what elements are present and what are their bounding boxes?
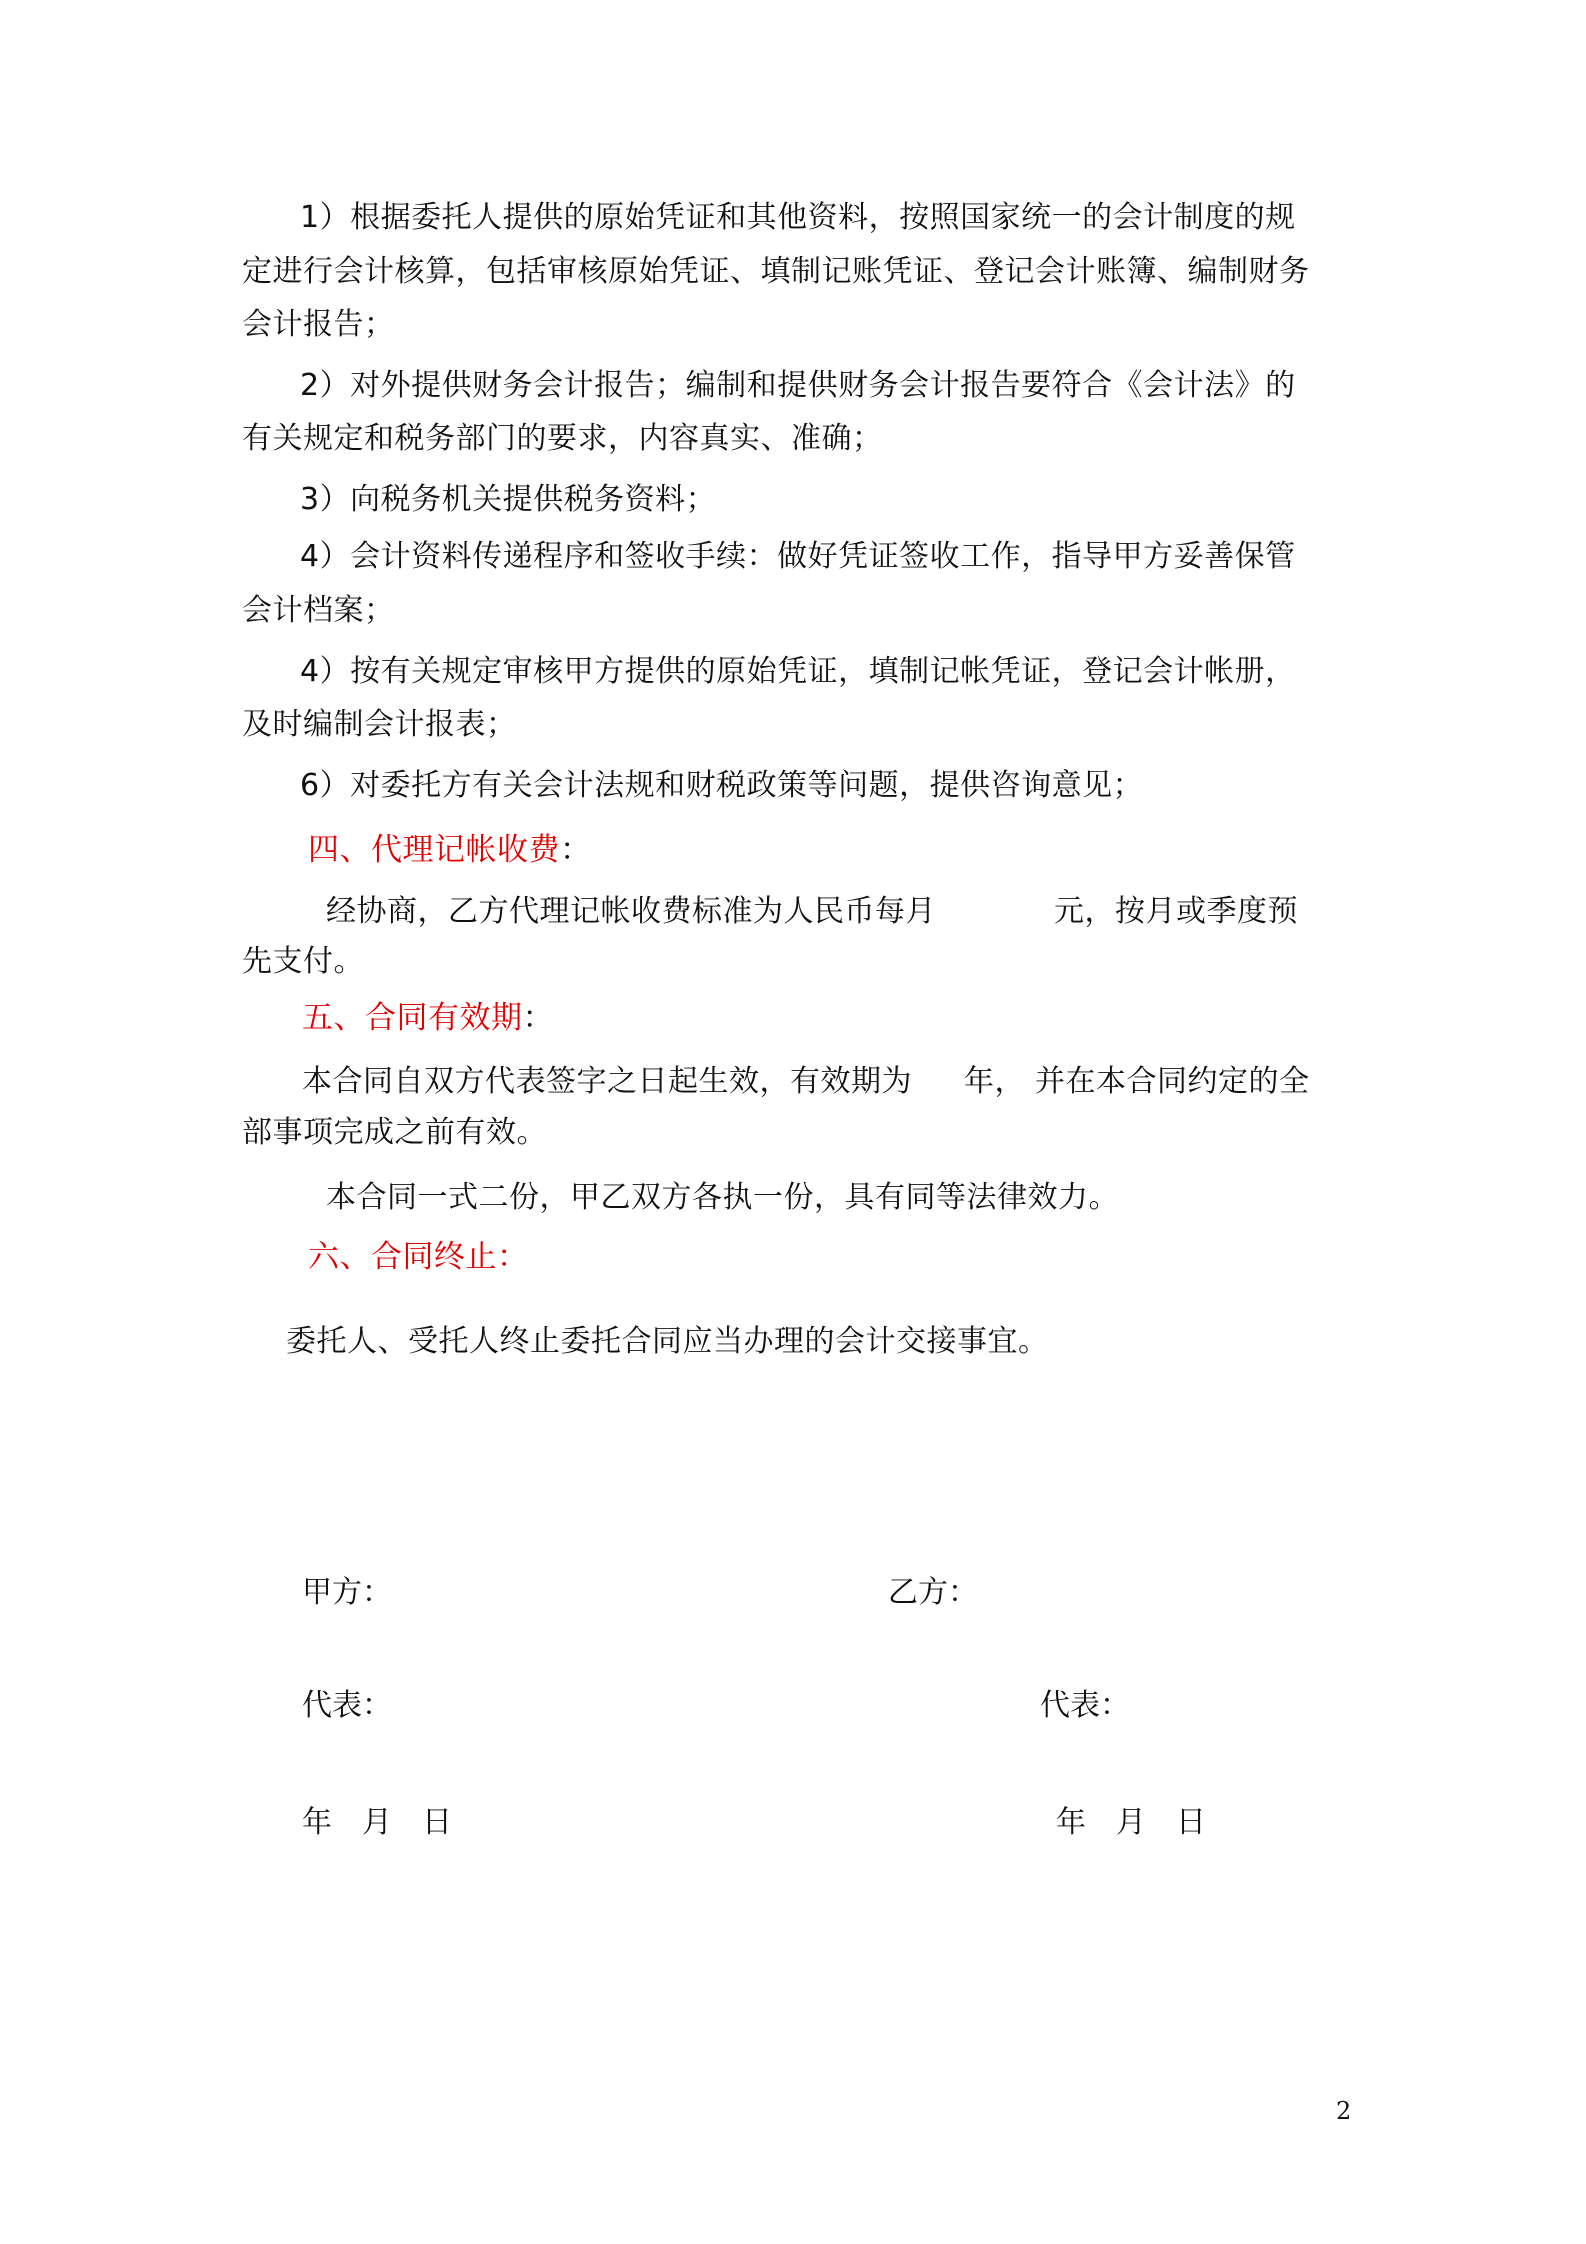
item-2-line-1: 2）对外提供财务会计报告；编制和提供财务会计报告要符合《会计法》的 xyxy=(300,368,1296,403)
item-4-line-2: 会计档案； xyxy=(242,593,395,628)
date-a-day: 日 xyxy=(422,1805,452,1840)
item-1-line-1: 1）根据委托人提供的原始凭证和其他资料，按照国家统一的会计制度的规 xyxy=(300,200,1296,235)
item-1-line-3: 会计报告； xyxy=(242,307,395,342)
section-4-heading-colon: ： xyxy=(560,832,592,868)
date-b-year: 年 xyxy=(1056,1805,1086,1840)
party-a-label: 甲方： xyxy=(302,1575,392,1610)
section-5-validity-line xyxy=(302,1062,1310,1102)
fee-text-a: 经协商，乙方代理记帐收费标准为人民币每月 xyxy=(326,894,936,929)
item-6-line-1: 6）对委托方有关会计法规和财税政策等问题，提供咨询意见； xyxy=(300,768,1144,803)
section-5-heading-colon: ： xyxy=(522,1000,554,1036)
item-3-line-1: 3）向税务机关提供税务资料； xyxy=(300,482,717,517)
section-4-heading-text: 四、代理记帐收费 xyxy=(308,832,560,868)
section-5-heading-text: 五、合同有效期 xyxy=(302,1000,523,1036)
item-5-line-1: 4）按有关规定审核甲方提供的原始凭证，填制记帐凭证，登记会计帐册， xyxy=(300,654,1296,689)
representative-a-label: 代表： xyxy=(302,1688,392,1723)
fee-text-b: 元，按月或季度预 xyxy=(1054,894,1298,929)
validity-text-a: 本合同自双方代表签字之日起生效，有效期为 xyxy=(302,1064,912,1099)
section-5-heading xyxy=(302,998,554,1038)
item-1-line-2: 定进行会计核算，包括审核原始凭证、填制记账凭证、登记会计账簿、编制财务 xyxy=(242,254,1310,289)
item-2-line-2: 有关规定和税务部门的要求，内容真实、准确； xyxy=(242,421,883,456)
section-5-validity-line-2: 部事项完成之前有效。 xyxy=(242,1115,547,1150)
party-b-label: 乙方： xyxy=(888,1575,978,1610)
page-number: 2 xyxy=(1336,2097,1352,2125)
representative-b-label: 代表： xyxy=(1040,1688,1130,1723)
section-6-heading-text: 六、合同终止： xyxy=(308,1239,529,1275)
section-4-fee-line xyxy=(326,892,1298,932)
item-5-line-2: 及时编制会计报表； xyxy=(242,707,517,742)
item-4-line-1: 4）会计资料传递程序和签收手续：做好凭证签收工作，指导甲方妥善保管 xyxy=(300,539,1296,574)
section-6-heading xyxy=(308,1237,529,1277)
date-b xyxy=(1056,1803,1236,1843)
date-a xyxy=(302,1803,482,1843)
date-b-day: 日 xyxy=(1176,1805,1206,1840)
section-4-fee-line-2: 先支付。 xyxy=(242,944,364,979)
section-5-copies-line: 本合同一式二份，甲乙双方各执一份，具有同等法律效力。 xyxy=(326,1180,1119,1215)
date-a-year: 年 xyxy=(302,1805,332,1840)
section-4-heading xyxy=(308,830,592,870)
section-6-text: 委托人、受托人终止委托合同应当办理的会计交接事宜。 xyxy=(286,1324,1049,1359)
validity-text-b: 年， 并在本合同约定的全 xyxy=(964,1064,1310,1099)
date-a-month: 月 xyxy=(362,1805,392,1840)
date-b-month: 月 xyxy=(1116,1805,1146,1840)
